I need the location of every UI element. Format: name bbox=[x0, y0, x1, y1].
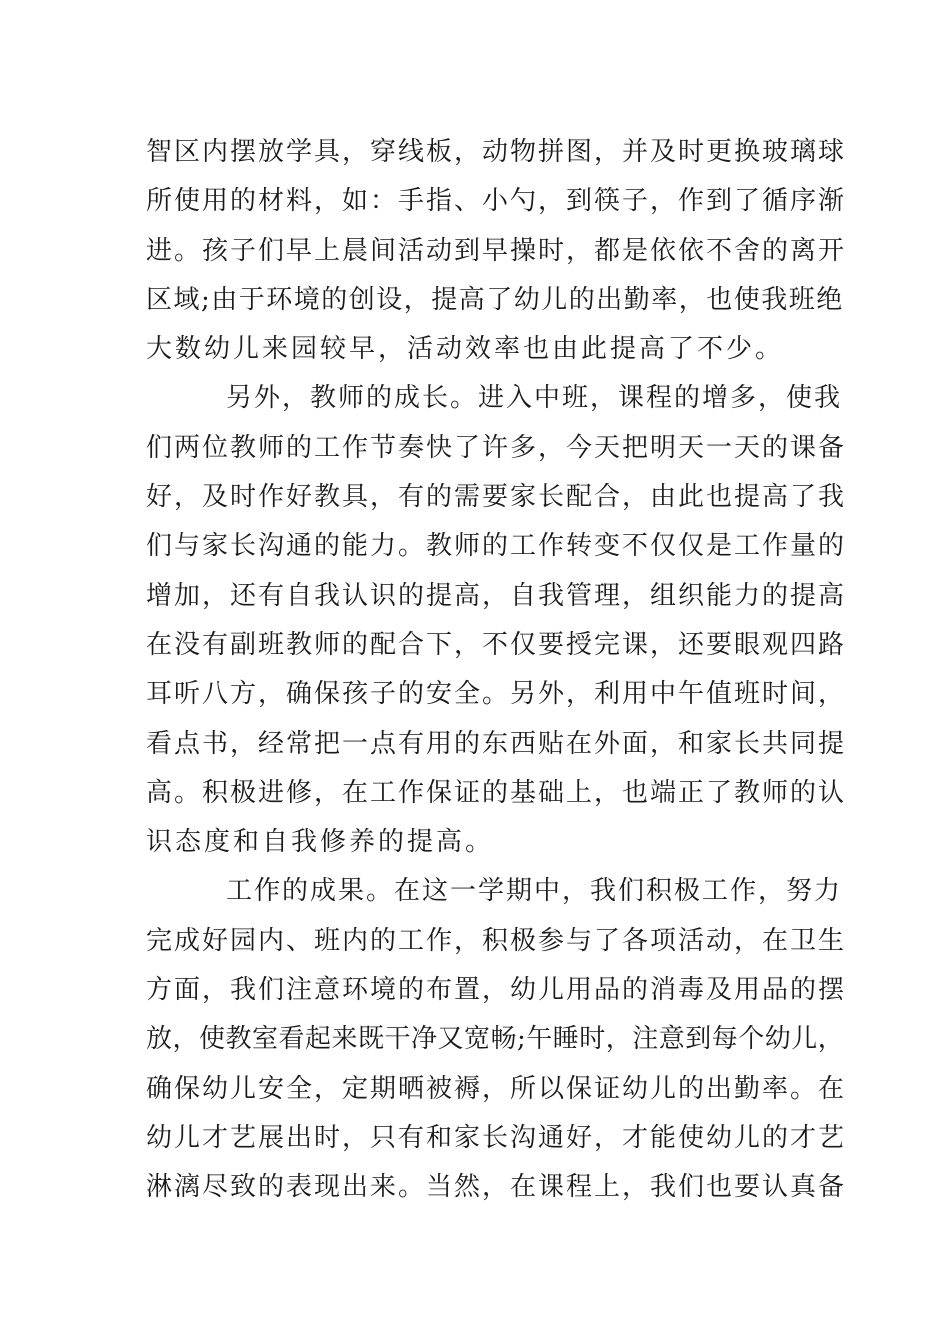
paragraph-start-line: 工作的成果。在这一学期中，我们积极工作，努力 bbox=[226, 876, 843, 907]
text-line: 区域;由于环境的创设，提高了幼儿的出勤率，也使我班绝 bbox=[146, 284, 844, 315]
text-line: 好，及时作好教具，有的需要家长配合，由此也提高了我 bbox=[146, 482, 847, 513]
text-line: 方面，我们注意环境的布置，幼儿用品的消毒及用品的摆 bbox=[146, 975, 847, 1006]
text-line: 增加，还有自我认识的提高，自我管理，组织能力的提高 bbox=[146, 580, 847, 611]
text-line: 进。孩子们早上晨间活动到早操时，都是依依不舍的离开 bbox=[146, 235, 847, 266]
text-line: 识态度和自我修养的提高。 bbox=[146, 827, 495, 858]
text-line: 们与家长沟通的能力。教师的工作转变不仅仅是工作量的 bbox=[146, 531, 847, 562]
text-line: 智区内摆放学具，穿线板，动物拼图，并及时更换玻璃球 bbox=[146, 137, 847, 167]
text-line: 幼儿才艺展出时，只有和家长沟通好，才能使幼儿的才艺 bbox=[146, 1122, 847, 1153]
text-line: 在没有副班教师的配合下，不仅要授完课，还要眼观四路 bbox=[146, 629, 847, 660]
text-line: 大数幼儿来园较早，活动效率也由此提高了不少。 bbox=[146, 334, 785, 365]
text-line: 确保幼儿安全，定期晒被褥，所以保证幼儿的出勤率。在 bbox=[146, 1073, 847, 1104]
text-line: 淋漓尽致的表现出来。当然，在课程上，我们也要认真备 bbox=[146, 1172, 847, 1203]
text-line: 耳听八方，确保孩子的安全。另外，利用中午值班时间， bbox=[146, 679, 847, 710]
text-line: 高。积极进修，在工作保证的基础上，也端正了教师的认 bbox=[146, 777, 847, 808]
paragraph-start-line: 另外，教师的成长。进入中班，课程的增多，使我 bbox=[226, 383, 843, 414]
text-line: 看点书，经常把一点有用的东西贴在外面，和家长共同提 bbox=[146, 728, 847, 759]
text-line: 放，使教室看起来既干净又宽畅;午睡时，注意到每个幼儿， bbox=[146, 1024, 845, 1055]
text-line: 们两位教师的工作节奏快了许多，今天把明天一天的课备 bbox=[146, 432, 847, 463]
document-body bbox=[146, 128, 846, 1213]
text-line: 完成好园内、班内的工作，积极参与了各项活动，在卫生 bbox=[146, 925, 847, 956]
text-line: 所使用的材料，如：手指、小勺，到筷子，作到了循序渐 bbox=[146, 186, 847, 217]
